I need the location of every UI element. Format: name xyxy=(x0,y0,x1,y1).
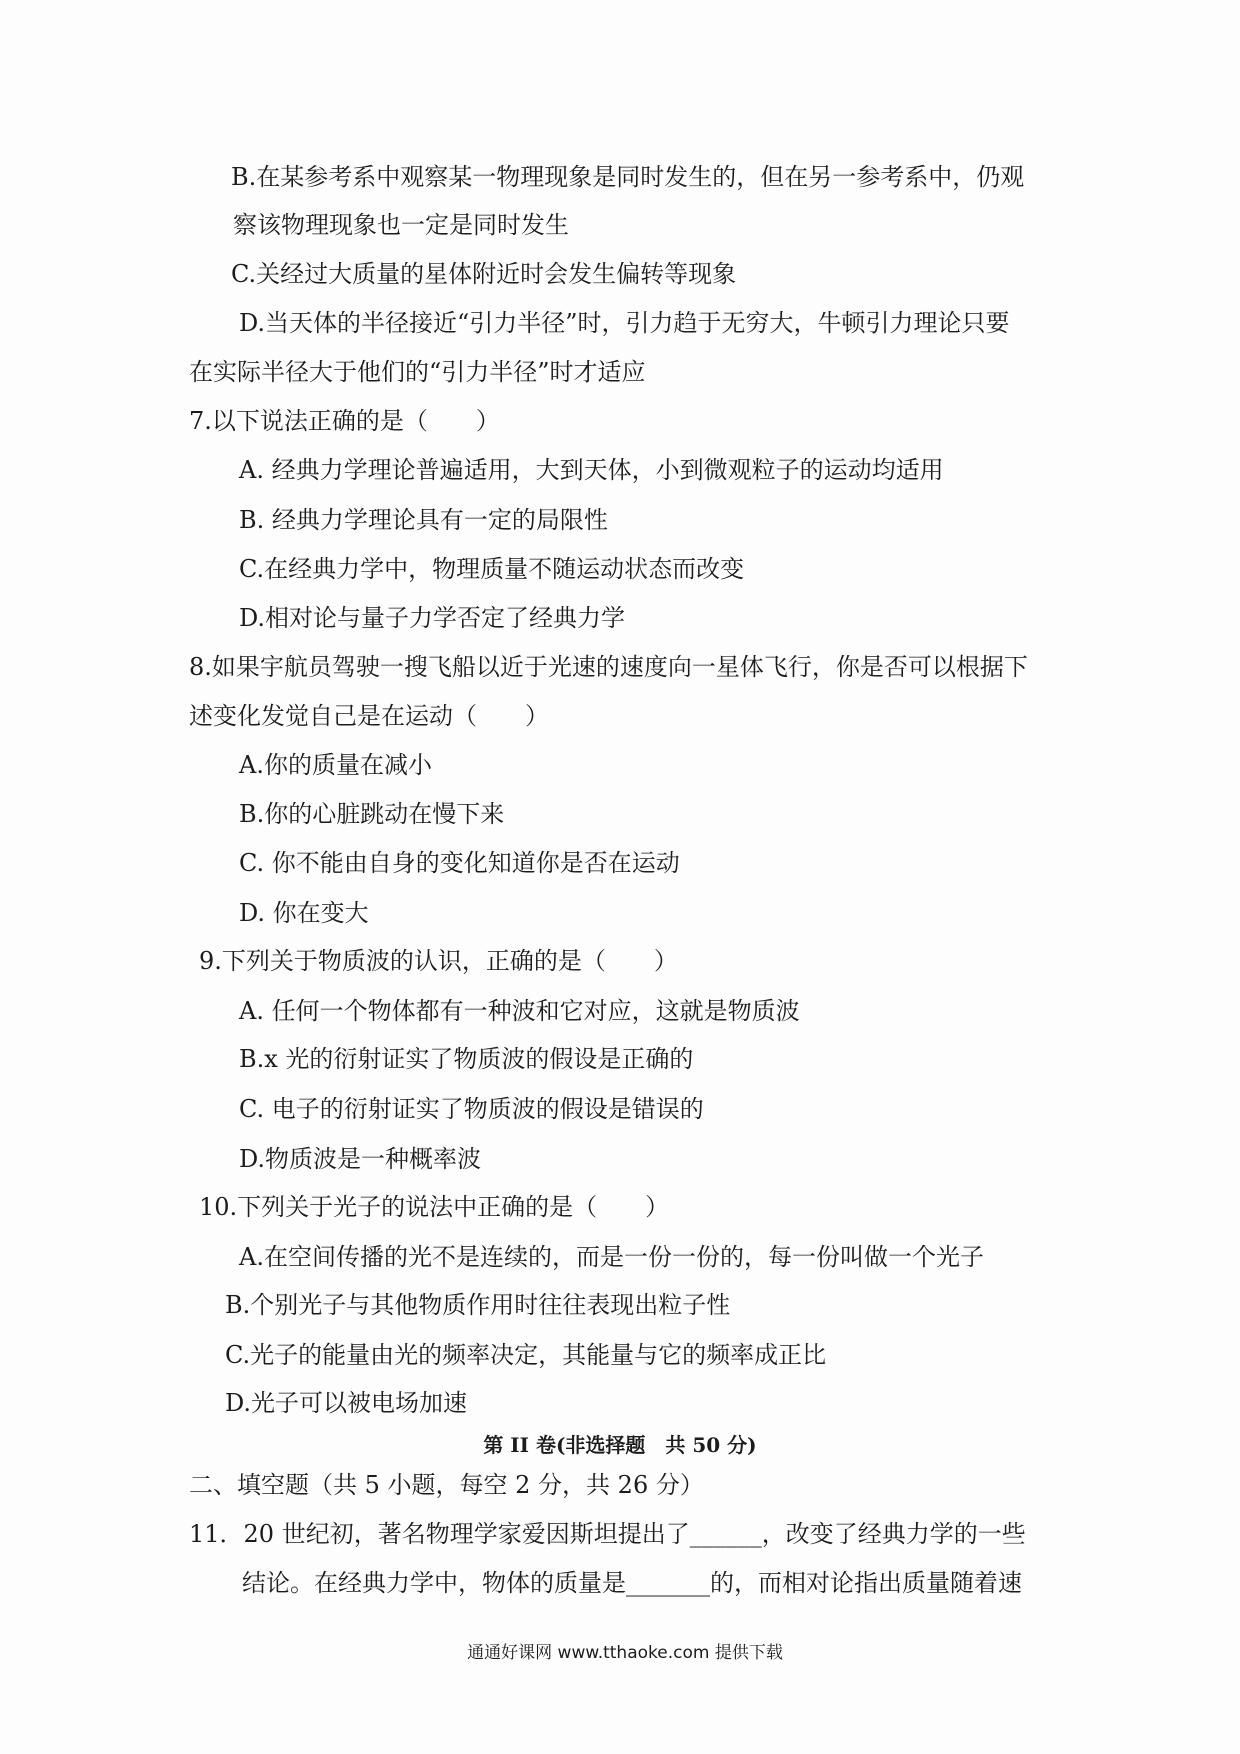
q10-stem: 10.下列关于光子的说法中正确的是（ ） xyxy=(199,1193,670,1221)
q7-option-a: A. 经典力学理论普遍适用，大到天体，小到微观粒子的运动均适用 xyxy=(239,456,944,484)
page-footer: 通通好课网 www.tthaoke.com 提供下载 xyxy=(467,1643,783,1663)
q6-option-d-line1: D.当天体的半径接近“引力半径”时，引力趋于无穷大，牛顿引力理论只要 xyxy=(239,309,1010,337)
q8-stem-line1: 8.如果宇航员驾驶一搜飞船以近于光速的速度向一星体飞行，你是否可以根据下 xyxy=(189,653,1028,681)
q10-option-d: D.光子可以被电场加速 xyxy=(225,1389,468,1417)
q10-option-b: B.个别光子与其他物质作用时往往表现出粒子性 xyxy=(225,1291,731,1319)
q10-option-a: A.在空间传播的光不是连续的，而是一份一份的，每一份叫做一个光子 xyxy=(239,1243,984,1271)
q8-option-c: C. 你不能由自身的变化知道你是否在运动 xyxy=(239,849,680,877)
q9-stem: 9.下列关于物质波的认识，正确的是（ ） xyxy=(199,947,678,975)
q6-option-b-line2: 察该物理现象也一定是同时发生 xyxy=(233,211,569,239)
q7-option-c: C.在经典力学中，物理质量不随运动状态而改变 xyxy=(239,555,745,583)
q7-option-b: B. 经典力学理论具有一定的局限性 xyxy=(239,506,608,534)
q6-option-d-line2: 在实际半径大于他们的“引力半径”时才适应 xyxy=(189,358,646,386)
q9-option-c: C. 电子的衍射证实了物质波的假设是错误的 xyxy=(239,1095,704,1123)
q10-option-c: C.光子的能量由光的频率决定，其能量与它的频率成正比 xyxy=(225,1341,827,1369)
part2-title: 第 II 卷(非选择题 共 50 分) xyxy=(483,1433,757,1457)
q9-option-d: D.物质波是一种概率波 xyxy=(239,1145,482,1173)
q9-option-a: A. 任何一个物体都有一种波和它对应，这就是物质波 xyxy=(239,997,800,1025)
fill-in-section-heading: 二、填空题（共 5 小题，每空 2 分，共 26 分） xyxy=(189,1471,704,1499)
q8-option-a: A.你的质量在减小 xyxy=(239,751,432,779)
q8-option-d: D. 你在变大 xyxy=(239,899,369,927)
q6-option-b-line1: B.在某参考系中观察某一物理现象是同时发生的，但在另一参考系中，仍观 xyxy=(231,163,1025,191)
q8-option-b: B.你的心脏跳动在慢下来 xyxy=(239,800,505,828)
q11-line2: 结论。在经典力学中，物体的质量是_______的，而相对论指出质量随着速 xyxy=(242,1569,1022,1597)
q7-stem: 7.以下说法正确的是（ ） xyxy=(189,407,500,435)
q11-line1: 11．20 世纪初，著名物理学家爱因斯坦提出了______，改变了经典力学的一些 xyxy=(189,1520,1026,1548)
q7-option-d: D.相对论与量子力学否定了经典力学 xyxy=(239,604,626,632)
q9-option-b: B.x 光的衍射证实了物质波的假设是正确的 xyxy=(239,1045,694,1073)
q8-stem-line2: 述变化发觉自己是在运动（ ） xyxy=(189,702,549,730)
q6-option-c: C.关经过大质量的星体附近时会发生偏转等现象 xyxy=(231,260,737,288)
